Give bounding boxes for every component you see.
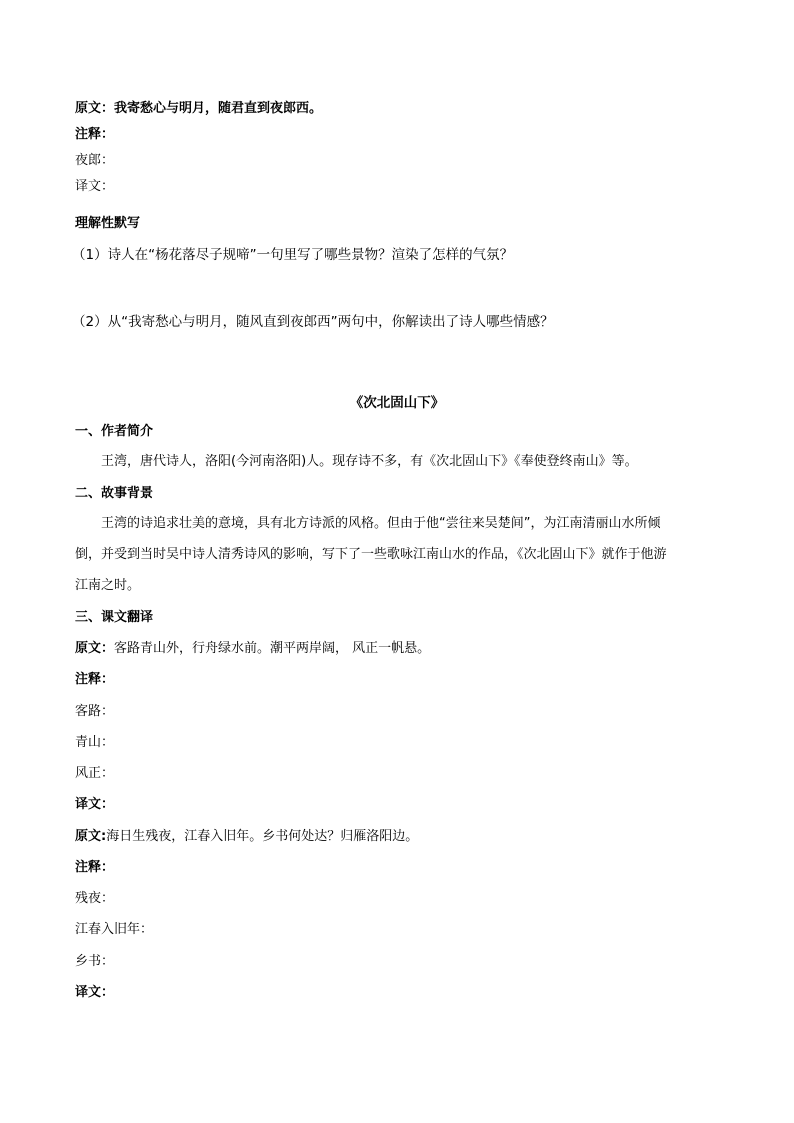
original-line-1: [75, 640, 430, 658]
author-paragraph: 王湾，唐代诗人，洛阳(今河南洛阳)人。现存诗不多，有《次北固山下》《奉使登终南山》等。: [101, 454, 638, 469]
note-canye: 残夜：: [75, 891, 115, 906]
original-line-part1: 原文：我寄愁心与明月，随君直到夜郎西。: [75, 101, 323, 116]
original-line-2: [75, 828, 418, 846]
note-yelang: 夜郎：: [75, 153, 115, 168]
background-line-3: 江南之时。: [75, 578, 141, 593]
poem-title: 《次北固山下》: [349, 395, 445, 411]
notes-label: 注释：: [75, 127, 115, 142]
question-2: （2）从“我寄愁心与明月，随风直到夜郎西”两句中，你解读出了诗人哪些情感？: [72, 314, 554, 330]
background-line-2: 倒，并受到当时吴中诗人清秀诗风的影响，写下了一些歌咏江南山水的作品，《次北固山下》就作于他游: [75, 547, 667, 562]
original-label: 原文：: [75, 641, 115, 656]
translation-label: 译文：: [75, 179, 115, 194]
background-line-1: 王湾的诗追求壮美的意境，具有北方诗派的风格。但由于他“尝往来吴楚间”，为江南清丽山水所倾: [101, 516, 661, 531]
translation-label: 译文：: [75, 797, 115, 812]
original-text: 海日生残夜，江春入旧年。乡书何处达？归雁洛阳边。: [106, 829, 419, 844]
note-fengzheng: 风正：: [75, 766, 115, 781]
translation-label: 译文：: [75, 985, 115, 1000]
notes-label: 注释：: [75, 860, 115, 875]
section-heading-background: 二、故事背景: [75, 486, 154, 501]
notes-label: 注释：: [75, 672, 115, 687]
section-heading-comprehension: 理解性默写: [75, 216, 141, 231]
section-heading-author: 一、作者简介: [75, 424, 154, 439]
section-heading-translation: 三、课文翻译: [75, 610, 154, 625]
original-label: 原文:: [75, 829, 107, 844]
note-jiangchun: 江春入旧年：: [75, 922, 154, 937]
note-xiangshu: 乡书：: [75, 954, 115, 969]
note-qingshan: 青山：: [75, 735, 115, 750]
question-1: （1）诗人在“杨花落尽子规啼”一句里写了哪些景物？渲染了怎样的气氛？: [72, 247, 514, 263]
note-kelu: 客路：: [75, 704, 115, 719]
original-text: 客路青山外，行舟绿水前。潮平两岸阔， 风正一帆悬。: [114, 641, 431, 656]
